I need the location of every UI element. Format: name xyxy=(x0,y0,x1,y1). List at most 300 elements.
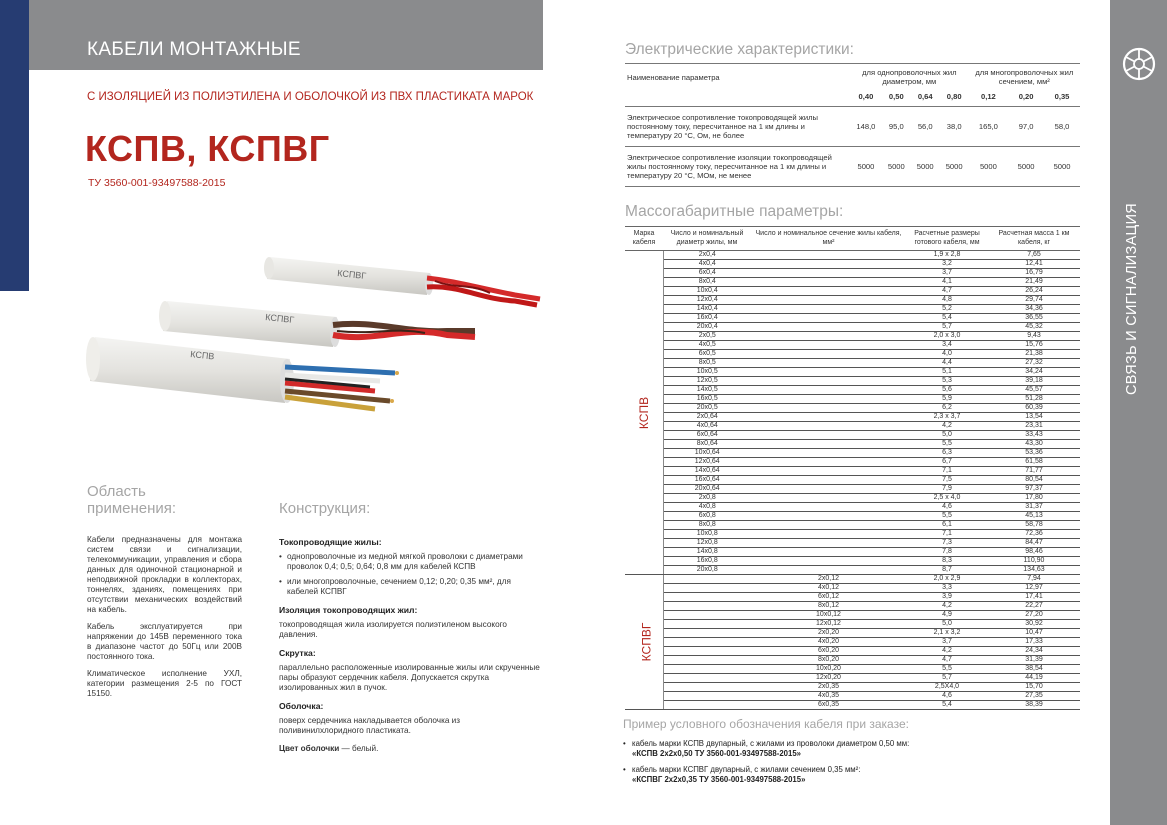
table-cell: 10х0,20 xyxy=(751,665,906,674)
construction-heading: Конструкция: xyxy=(279,500,371,517)
table-cell: 7,94 xyxy=(988,575,1080,584)
table-cell: 9,43 xyxy=(988,332,1080,341)
table-cell: 1,9 х 2,8 xyxy=(906,251,988,260)
table-cell: 17,33 xyxy=(988,638,1080,647)
application-text xyxy=(87,535,242,706)
table-cell: 10х0,8 xyxy=(663,530,751,539)
table-cell: 3,2 xyxy=(906,260,988,269)
table-cell: 7,3 xyxy=(906,539,988,548)
right-sidebar xyxy=(1110,0,1167,825)
table-cell xyxy=(751,305,906,314)
table-row xyxy=(625,269,1080,278)
table-row xyxy=(625,674,1080,683)
sheath-color: Цвет оболочки — белый. xyxy=(279,744,379,753)
table-row xyxy=(625,458,1080,467)
section-cell: 0,12 xyxy=(981,92,996,101)
mass-heading: Массогабаритные параметры: xyxy=(625,203,844,220)
table-cell: 2,5 х 4,0 xyxy=(906,494,988,503)
electrical-table xyxy=(625,63,1080,187)
table-cell xyxy=(663,629,751,638)
table-cell: 2х0,5 xyxy=(663,332,751,341)
table-cell xyxy=(663,584,751,593)
table-row xyxy=(625,620,1080,629)
table-cell: 21,38 xyxy=(988,350,1080,359)
table-cell xyxy=(751,251,906,260)
table-cell: 12х0,8 xyxy=(663,539,751,548)
table-row xyxy=(625,314,1080,323)
table-cell: 29,74 xyxy=(988,296,1080,305)
tu-spec: ТУ 3560-001-93497588-2015 xyxy=(88,177,226,189)
table-cell xyxy=(663,692,751,701)
company-logo-icon xyxy=(1121,46,1157,82)
table-cell: 2,3 х 3,7 xyxy=(906,413,988,422)
table-cell: 8х0,8 xyxy=(663,521,751,530)
table-cell: 4х0,64 xyxy=(663,422,751,431)
table-cell: 5,4 xyxy=(906,314,988,323)
table-cell xyxy=(751,422,906,431)
table-cell: 6х0,20 xyxy=(751,647,906,656)
table-cell: 6х0,8 xyxy=(663,512,751,521)
table-row xyxy=(625,395,1080,404)
table-cell: 6х0,5 xyxy=(663,350,751,359)
table-cell xyxy=(751,458,906,467)
table-row xyxy=(625,692,1080,701)
table-cell: 5,7 xyxy=(906,323,988,332)
table-cell xyxy=(751,350,906,359)
table-cell xyxy=(751,377,906,386)
table-cell: 2,5Х4,0 xyxy=(906,683,988,692)
construction-text xyxy=(279,535,544,754)
table-cell xyxy=(663,593,751,602)
conductors-heading: Токопроводящие жилы: xyxy=(279,537,382,547)
table-cell: 5,3 xyxy=(906,377,988,386)
table-cell: 15,70 xyxy=(988,683,1080,692)
table-cell: 4х0,4 xyxy=(663,260,751,269)
table-cell: 2,0 х 3,0 xyxy=(906,332,988,341)
table-cell: 38,54 xyxy=(988,665,1080,674)
application-heading: Область применения: xyxy=(87,483,177,517)
table-cell: 10х0,12 xyxy=(751,611,906,620)
table-cell: 38,39 xyxy=(988,701,1080,710)
table-cell xyxy=(751,485,906,494)
table-cell xyxy=(751,341,906,350)
table-cell xyxy=(663,611,751,620)
col-mass-header: Расчетная масса 1 км кабеля, кг xyxy=(988,227,1080,251)
table-cell xyxy=(751,530,906,539)
table-cell: 26,24 xyxy=(988,287,1080,296)
table-cell: 16х0,5 xyxy=(663,395,751,404)
application-p3: Климатическое исполнение УХЛ, категории размещения 2-5 по ГОСТ 15150. xyxy=(87,669,242,698)
table-cell: 98,46 xyxy=(988,548,1080,557)
table-cell: 6х0,4 xyxy=(663,269,751,278)
table-cell: 3,3 xyxy=(906,584,988,593)
table-cell: 4,2 xyxy=(906,422,988,431)
table-cell xyxy=(751,260,906,269)
table-cell: 5,0 xyxy=(906,620,988,629)
table-cell: 4,6 xyxy=(906,503,988,512)
section-cell: 0,20 xyxy=(1018,92,1034,101)
table-cell xyxy=(751,314,906,323)
table-row xyxy=(625,422,1080,431)
table-cell: 4,9 xyxy=(906,611,988,620)
table-cell: 14х0,5 xyxy=(663,386,751,395)
table-cell: 97,37 xyxy=(988,485,1080,494)
table-row xyxy=(625,530,1080,539)
table-cell: 44,19 xyxy=(988,674,1080,683)
table-cell: 10х0,5 xyxy=(663,368,751,377)
table-cell: 43,30 xyxy=(988,440,1080,449)
table-cell: 16х0,8 xyxy=(663,557,751,566)
table-row xyxy=(625,629,1080,638)
table-cell: 8х0,12 xyxy=(751,602,906,611)
table-row xyxy=(625,350,1080,359)
table-cell: 20х0,64 xyxy=(663,485,751,494)
table-cell: 5,5 xyxy=(906,440,988,449)
table-cell: 12х0,64 xyxy=(663,458,751,467)
table-row xyxy=(625,602,1080,611)
table-row xyxy=(625,287,1080,296)
table-cell: 12х0,4 xyxy=(663,296,751,305)
table-cell: 14х0,4 xyxy=(663,305,751,314)
table-cell: 5,9 xyxy=(906,395,988,404)
table-cell: 4,4 xyxy=(906,359,988,368)
table-cell xyxy=(663,665,751,674)
table-cell: 4,6 xyxy=(906,692,988,701)
table-cell: 8х0,20 xyxy=(751,656,906,665)
table-row xyxy=(625,548,1080,557)
table-row xyxy=(625,665,1080,674)
table-cell: 4,2 xyxy=(906,602,988,611)
table-row xyxy=(625,467,1080,476)
table-cell: 4,7 xyxy=(906,656,988,665)
table-row xyxy=(625,647,1080,656)
col-multi-header: для многопроволочных жил сечением, мм² xyxy=(975,68,1074,86)
table-row xyxy=(625,476,1080,485)
table-cell: 5,6 xyxy=(906,386,988,395)
table-cell: 2,1 х 3,2 xyxy=(906,629,988,638)
table-cell: 7,8 xyxy=(906,548,988,557)
table-cell xyxy=(751,521,906,530)
table-cell: 15,76 xyxy=(988,341,1080,350)
table-row: Электрическое сопротивление изоляции токопроводящей жилы постоянному току, пересчитанное на 1 км длины и температуру 20 °С, МОм, не менее 5000 5000 5000 5000 5000 5000 5000 xyxy=(625,147,1080,187)
table-cell: 22,27 xyxy=(988,602,1080,611)
table-cell: 34,24 xyxy=(988,368,1080,377)
twist-text: параллельно расположенные изолированные жилы или скрученные пары образуют сердечник кабеля. Допускается скрутка изолированных жил в пучок. xyxy=(279,663,540,692)
table-row xyxy=(625,305,1080,314)
table-cell: 6х0,35 xyxy=(751,701,906,710)
table-row xyxy=(625,683,1080,692)
table-cell: 8,3 xyxy=(906,557,988,566)
table-cell: 4х0,12 xyxy=(751,584,906,593)
table-cell xyxy=(751,323,906,332)
table-cell: 53,36 xyxy=(988,449,1080,458)
col-dimensions-header: Расчетные размеры готового кабеля, мм xyxy=(906,227,988,251)
table-cell: 2х0,64 xyxy=(663,413,751,422)
table-cell: 3,7 xyxy=(906,269,988,278)
table-cell: 2х0,35 xyxy=(751,683,906,692)
diameter-cell: 0,64 xyxy=(917,92,933,101)
table-cell: 8х0,4 xyxy=(663,278,751,287)
cable-label-3: КСПВ xyxy=(189,349,215,362)
table-row xyxy=(625,611,1080,620)
table-cell xyxy=(751,494,906,503)
table-cell: 12х0,12 xyxy=(751,620,906,629)
table-cell: 3,9 xyxy=(906,593,988,602)
table-cell: 20х0,8 xyxy=(663,566,751,575)
table-row xyxy=(625,512,1080,521)
table-cell: 8,7 xyxy=(906,566,988,575)
electrical-heading: Электрические характеристики: xyxy=(625,41,854,58)
table-cell: 3,4 xyxy=(906,341,988,350)
table-cell: 6,3 xyxy=(906,449,988,458)
table-row xyxy=(625,566,1080,575)
table-cell: 60,39 xyxy=(988,404,1080,413)
table-cell: 12,41 xyxy=(988,260,1080,269)
table-cell: 31,37 xyxy=(988,503,1080,512)
table-row xyxy=(625,386,1080,395)
table-cell xyxy=(751,512,906,521)
table-cell xyxy=(751,440,906,449)
table-row xyxy=(625,323,1080,332)
table-cell: 14х0,8 xyxy=(663,548,751,557)
table-cell: 6,7 xyxy=(906,458,988,467)
table-cell: 5,4 xyxy=(906,701,988,710)
table-cell: 16,79 xyxy=(988,269,1080,278)
table-cell: 17,41 xyxy=(988,593,1080,602)
table-cell xyxy=(751,359,906,368)
col-mark-header: Марка кабеля xyxy=(625,227,663,251)
table-cell: 23,31 xyxy=(988,422,1080,431)
table-cell xyxy=(751,395,906,404)
table-cell: 45,13 xyxy=(988,512,1080,521)
table-cell xyxy=(751,539,906,548)
table-cell: 4х0,20 xyxy=(751,638,906,647)
blue-side-bar xyxy=(0,0,29,291)
table-row xyxy=(625,638,1080,647)
table-cell: 8х0,5 xyxy=(663,359,751,368)
table-cell: 5,2 xyxy=(906,305,988,314)
col-param-header: Наименование параметра xyxy=(627,72,720,82)
table-row xyxy=(625,503,1080,512)
table-cell: 7,9 xyxy=(906,485,988,494)
table-cell: 3,7 xyxy=(906,638,988,647)
table-cell xyxy=(751,503,906,512)
col-single-header: для однопроволочных жил диаметром, мм xyxy=(862,68,957,86)
twist-heading: Скрутка: xyxy=(279,648,316,658)
cable-mark-cell: КСПВГ xyxy=(625,575,663,710)
table-cell: 10,47 xyxy=(988,629,1080,638)
table-cell xyxy=(751,287,906,296)
table-cell: 8х0,64 xyxy=(663,440,751,449)
table-cell: 51,28 xyxy=(988,395,1080,404)
table-cell: 72,36 xyxy=(988,530,1080,539)
table-cell xyxy=(751,404,906,413)
table-cell xyxy=(663,656,751,665)
table-cell: 2х0,8 xyxy=(663,494,751,503)
table-cell: 2х0,4 xyxy=(663,251,751,260)
table-row xyxy=(625,521,1080,530)
insulation-text: токопроводящая жила изолируется полиэтиленом высокого давления. xyxy=(279,620,507,639)
table-row xyxy=(625,251,1080,260)
table-cell xyxy=(663,683,751,692)
table-cell: 7,1 xyxy=(906,467,988,476)
table-cell xyxy=(663,638,751,647)
table-cell: 20х0,5 xyxy=(663,404,751,413)
table-row xyxy=(625,404,1080,413)
table-cell: 4,8 xyxy=(906,296,988,305)
table-cell: 7,5 xyxy=(906,476,988,485)
table-row xyxy=(625,278,1080,287)
table-cell: 24,34 xyxy=(988,647,1080,656)
cable-mark-cell: КСПВ xyxy=(625,251,663,575)
table-cell: 14х0,64 xyxy=(663,467,751,476)
table-cell: 34,36 xyxy=(988,305,1080,314)
table-cell: 27,20 xyxy=(988,611,1080,620)
table-cell: 16х0,4 xyxy=(663,314,751,323)
cable-top xyxy=(264,257,540,305)
col-diameter-header: Число и номинальный диаметр жилы, мм xyxy=(663,227,751,251)
table-cell: 16х0,64 xyxy=(663,476,751,485)
table-cell: 6,2 xyxy=(906,404,988,413)
table-cell: 6х0,64 xyxy=(663,431,751,440)
table-cell: 6,1 xyxy=(906,521,988,530)
table-cell xyxy=(751,413,906,422)
product-title: КСПВ, КСПВГ xyxy=(85,128,330,169)
cable-label-1: КСПВГ xyxy=(336,268,367,282)
table-row xyxy=(625,701,1080,710)
table-cell xyxy=(751,467,906,476)
table-cell: 12х0,20 xyxy=(751,674,906,683)
table-cell: 20х0,4 xyxy=(663,323,751,332)
table-row xyxy=(625,449,1080,458)
table-cell: 30,92 xyxy=(988,620,1080,629)
table-cell: 33,43 xyxy=(988,431,1080,440)
table-cell: 4х0,35 xyxy=(751,692,906,701)
diameter-cell: 0,50 xyxy=(888,92,904,101)
table-cell: 39,18 xyxy=(988,377,1080,386)
table-cell xyxy=(751,449,906,458)
mass-table xyxy=(625,226,1080,710)
table-cell: 4,1 xyxy=(906,278,988,287)
table-cell: 71,77 xyxy=(988,467,1080,476)
table-cell: 31,39 xyxy=(988,656,1080,665)
conductors-bullet-1: • однопроволочные из медной мягкой проволоки с диаметрами проволок 0,4; 0,5; 0,64; 0,8 мм для кабелей КСПВ xyxy=(279,552,544,572)
table-row xyxy=(625,296,1080,305)
header-bar xyxy=(29,0,543,70)
table-cell xyxy=(663,620,751,629)
table-cell xyxy=(751,386,906,395)
table-cell xyxy=(751,269,906,278)
table-row: Электрическое сопротивление токопроводящей жилы постоянному току, пересчитанное на 1 км длины и температуру 20 °С, Ом, не более 148,0 95,0 56,0 38,0 165,0 97,0 58,0 xyxy=(625,107,1080,147)
cables-illustration xyxy=(75,235,555,415)
table-cell: 10х0,4 xyxy=(663,287,751,296)
table-cell: 21,49 xyxy=(988,278,1080,287)
table-cell: 2х0,12 xyxy=(751,575,906,584)
table-cell: 4,7 xyxy=(906,287,988,296)
table-cell xyxy=(663,647,751,656)
table-cell: 6х0,12 xyxy=(751,593,906,602)
example-heading: Пример условного обозначения кабеля при заказе: xyxy=(623,717,909,731)
table-cell xyxy=(663,575,751,584)
cable-label-2: КСПВГ xyxy=(264,312,295,326)
table-cell: 4х0,8 xyxy=(663,503,751,512)
table-cell: 80,54 xyxy=(988,476,1080,485)
insulation-heading: Изоляция токопроводящих жил: xyxy=(279,605,418,615)
table-cell: 58,78 xyxy=(988,521,1080,530)
table-cell: 45,57 xyxy=(988,386,1080,395)
table-row xyxy=(625,341,1080,350)
table-row xyxy=(625,485,1080,494)
cable-middle xyxy=(159,301,475,347)
table-cell xyxy=(751,557,906,566)
table-cell xyxy=(751,368,906,377)
table-row xyxy=(625,593,1080,602)
sheath-text: поверх сердечника накладывается оболочка из поливинилхлоридного пластиката. xyxy=(279,716,460,735)
table-cell: 5,0 xyxy=(906,431,988,440)
subtitle: С ИЗОЛЯЦИЕЙ ИЗ ПОЛИЭТИЛЕНА И ОБОЛОЧКОЙ ИЗ ПВХ ПЛАСТИКАТА МАРОК xyxy=(87,91,534,103)
table-cell: 4,0 xyxy=(906,350,988,359)
table-cell xyxy=(751,431,906,440)
table-row xyxy=(625,359,1080,368)
table-cell: 27,35 xyxy=(988,692,1080,701)
table-cell: 36,55 xyxy=(988,314,1080,323)
table-cell: 5,5 xyxy=(906,665,988,674)
table-cell: 2,0 х 2,9 xyxy=(906,575,988,584)
table-cell: 10х0,64 xyxy=(663,449,751,458)
table-row xyxy=(625,332,1080,341)
table-cell: 5,7 xyxy=(906,674,988,683)
order-example xyxy=(623,716,1093,791)
section-title: КАБЕЛИ МОНТАЖНЫЕ xyxy=(87,39,301,60)
table-cell xyxy=(751,476,906,485)
table-cell xyxy=(663,602,751,611)
table-row xyxy=(625,260,1080,269)
table-cell: 5,5 xyxy=(906,512,988,521)
table-cell: 13,54 xyxy=(988,413,1080,422)
table-cell: 7,65 xyxy=(988,251,1080,260)
table-cell xyxy=(751,566,906,575)
table-cell xyxy=(663,674,751,683)
diameter-cell: 0,40 xyxy=(858,92,874,101)
section-cell: 0,35 xyxy=(1054,92,1070,101)
table-row xyxy=(625,656,1080,665)
table-row xyxy=(625,494,1080,503)
sidebar-vertical-text: СВЯЗЬ И СИГНАЛИЗАЦИЯ xyxy=(1124,202,1140,395)
table-cell: 2х0,20 xyxy=(751,629,906,638)
table-cell: 110,90 xyxy=(988,557,1080,566)
table-cell: 27,32 xyxy=(988,359,1080,368)
conductors-bullet-2: • или многопроволочные, сечением 0,12; 0,20; 0,35 мм², для кабелей КСПВГ xyxy=(279,577,544,597)
cable-bottom xyxy=(86,337,399,409)
table-cell xyxy=(751,332,906,341)
table-cell: 45,32 xyxy=(988,323,1080,332)
table-cell xyxy=(663,701,751,710)
table-cell: 12,97 xyxy=(988,584,1080,593)
application-p2: Кабель эксплуатируется при напряжении до 145В переменного тока в диапазоне частот до 50Гц или 200В постоянного тока. xyxy=(87,622,242,661)
table-cell xyxy=(751,278,906,287)
table-row xyxy=(625,377,1080,386)
table-row xyxy=(625,413,1080,422)
table-cell: 17,80 xyxy=(988,494,1080,503)
table-row xyxy=(625,584,1080,593)
application-p1: Кабели предназначены для монтажа систем связи и сигнализации, телекоммуникации, управления и сбора данных для одиночной стационарной и неподвижной прокладки в коллекторах, тоннелях, зданиях, помещениях при отсутствии механических воздействий на кабель. xyxy=(87,535,242,614)
table-cell: 61,58 xyxy=(988,458,1080,467)
table-row xyxy=(625,575,1080,584)
table-cell: 4х0,5 xyxy=(663,341,751,350)
table-cell: 7,1 xyxy=(906,530,988,539)
table-row xyxy=(625,440,1080,449)
sheath-heading: Оболочка: xyxy=(279,701,324,711)
